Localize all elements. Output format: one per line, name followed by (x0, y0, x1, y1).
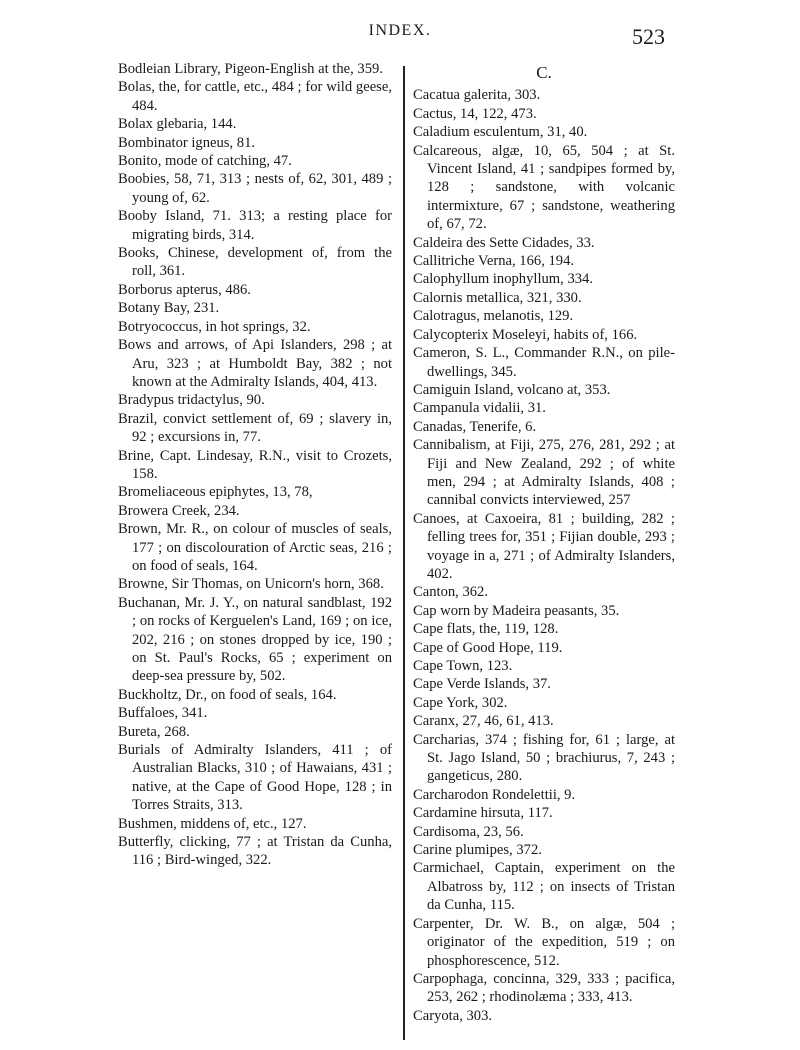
page-header-title: INDEX. (368, 22, 432, 39)
index-entry: Callitriche Verna, 166, 194. (413, 253, 575, 270)
page-number: 523 (632, 24, 665, 49)
index-entry: Cannibalism, at Fiji, 275, 276, 281, 292 ; at Fiji and New Zealand, 292 ; of white men, 294 ; at Admiralty Islands, 408 ; cannibal convicts interviewed, 257 (413, 437, 675, 509)
index-entry: Caranx, 27, 46, 61, 413. (413, 713, 554, 730)
index-entry: Bolax glebaria, 144. (118, 116, 237, 133)
index-entry: Cap worn by Madeira peasants, 35. (413, 602, 620, 619)
index-entry: Brazil, convict settlement of, 69 ; slavery in, 92 ; excursions in, 77. (118, 410, 392, 446)
index-entry: Carcharodon Rondelettii, 9. (413, 786, 576, 803)
index-entry: Bows and arrows, of Api Islanders, 298 ; at Aru, 323 ; at Humboldt Bay, 382 ; not known at the Admiralty Islands, 404, 413. (118, 337, 392, 390)
index-entry: Borborus apterus, 486. (118, 281, 251, 298)
index-entry: Cardisoma, 23, 56. (413, 823, 524, 840)
index-entry: Bureta, 268. (118, 723, 190, 740)
index-entry: Campanula vidalii, 31. (413, 400, 546, 417)
index-entry: Carcharias, 374 ; fishing for, 61 ; large, at St. Jago Island, 50 ; brachiurus, 7, 243 ; gangeticus, 280. (413, 731, 675, 785)
index-entry: Buckholtz, Dr., on food of seals, 164. (118, 686, 337, 703)
index-entry: Browera Creek, 234. (118, 502, 240, 519)
index-entry: Cape of Good Hope, 119. (413, 639, 563, 656)
index-entry: Calotragus, melanotis, 129. (413, 308, 574, 325)
index-entry: Bushmen, middens of, etc., 127. (118, 815, 307, 832)
index-entry: Browne, Sir Thomas, on Unicorn's horn, 368. (118, 576, 384, 593)
index-column-right (413, 60, 675, 1025)
index-entry: Caladium esculentum, 31, 40. (413, 124, 588, 141)
index-entry: Botany Bay, 231. (118, 300, 220, 317)
index-entry: Cardamine hirsuta, 117. (413, 805, 553, 822)
index-entry: Boobies, 58, 71, 313 ; nests of, 62, 301, 489 ; young of, 62. (118, 171, 392, 206)
index-entry: Canadas, Tenerife, 6. (413, 418, 537, 435)
index-entry: Bolas, the, for cattle, etc., 484 ; for wild geese, 484. (118, 79, 392, 114)
index-entry: Cameron, S. L., Commander R.N., on pile-dwellings, 345. (413, 345, 675, 380)
index-entry: Carpophaga, concinna, 329, 333 ; pacifica, 253, 262 ; rhodinolæma ; 333, 413. (413, 970, 675, 1006)
index-entry: Calophyllum inophyllum, 334. (413, 271, 593, 288)
index-column-left (118, 60, 392, 870)
index-entry: Brown, Mr. R., on colour of muscles of seals, 177 ; on discolouration of Arctic seas, 216 ; on food of seals, 164. (118, 521, 392, 574)
index-entry: Cactus, 14, 122, 473. (413, 105, 537, 122)
index-entry: Caryota, 303. (413, 1007, 493, 1024)
index-entry: Calycopterix Moseleyi, habits of, 166. (413, 326, 638, 343)
index-entry: Cacatua galerita, 303. (413, 87, 541, 104)
index-entry: Buffaloes, 341. (118, 705, 208, 722)
index-entry: Cape Town, 123. (413, 658, 513, 674)
index-entry: Canton, 362. (413, 584, 488, 601)
index-entry: Booby Island, 71. 313; a resting place for migrating birds, 314. (118, 208, 392, 243)
column-divider (403, 66, 405, 1040)
index-entry: Botryococcus, in hot springs, 32. (118, 318, 311, 335)
index-entry: Books, Chinese, development of, from the roll, 361. (118, 245, 392, 280)
index-entry: Burials of Admiralty Islanders, 411 ; of Australian Blacks, 310 ; of Hawaians, 431 ; native, at the Cape of Good Hope, 128 ; in Torres Straits, 313. (118, 742, 392, 814)
index-entry: Calcareous, algæ, 10, 65, 504 ; at St. Vincent Island, 41 ; sandpipes formed by, 128 ; sandstone, with volcanic intermixture, 67 ; sandstone, weathering of, 67, 72. (413, 142, 675, 233)
index-entry: Bromeliaceous epiphytes, 13, 78, (118, 484, 313, 501)
index-entry: Bodleian Library, Pigeon-English at the, 359. (118, 61, 383, 77)
index-entry: Bradypus tridactylus, 90. (118, 392, 265, 409)
index-entry: Bonito, mode of catching, 47. (118, 153, 292, 170)
index-entry: Carpenter, Dr. W. B., on algæ, 504 ; originator of the expedition, 519 ; on phosphorescence, 512. (413, 915, 675, 969)
index-entry: Caldeira des Sette Cidades, 33. (413, 234, 595, 251)
index-entry: Carine plumipes, 372. (413, 842, 542, 859)
index-entry: Camiguin Island, volcano at, 353. (413, 381, 611, 398)
index-entry: Cape flats, the, 119, 128. (413, 621, 559, 638)
index-entry: Brine, Capt. Lindesay, R.N., visit to Crozets, 158. (118, 447, 392, 482)
index-entry: Calornis metallica, 321, 330. (413, 289, 582, 306)
index-entry: Bombinator igneus, 81. (118, 134, 256, 151)
index-entry: Cape Verde Islands, 37. (413, 676, 551, 693)
index-entry: Carmichael, Captain, experiment on the Albatross by, 112 ; on insects of Tristan da Cunha, 115. (413, 860, 675, 914)
section-letter-heading: C. (536, 63, 552, 82)
index-entry: Buchanan, Mr. J. Y., on natural sandblast, 192 ; on rocks of Kerguelen's Land, 169 ; on ice, 202, 216 ; on stones dropped by ice, 190 ; on St. Paul's Rocks, 65 ; experiment on deep-sea pressure by, 502. (118, 594, 392, 685)
index-entry: Butterfly, clicking, 77 ; at Tristan da Cunha, 116 ; Bird-winged, 322. (118, 834, 392, 869)
index-entry: Cape York, 302. (413, 694, 508, 711)
index-entry: Canoes, at Caxoeira, 81 ; building, 282 ; felling trees for, 351 ; Fijian double, 293 ; voyage in a, 271 ; of Admiralty Islanders, 402. (413, 510, 675, 582)
